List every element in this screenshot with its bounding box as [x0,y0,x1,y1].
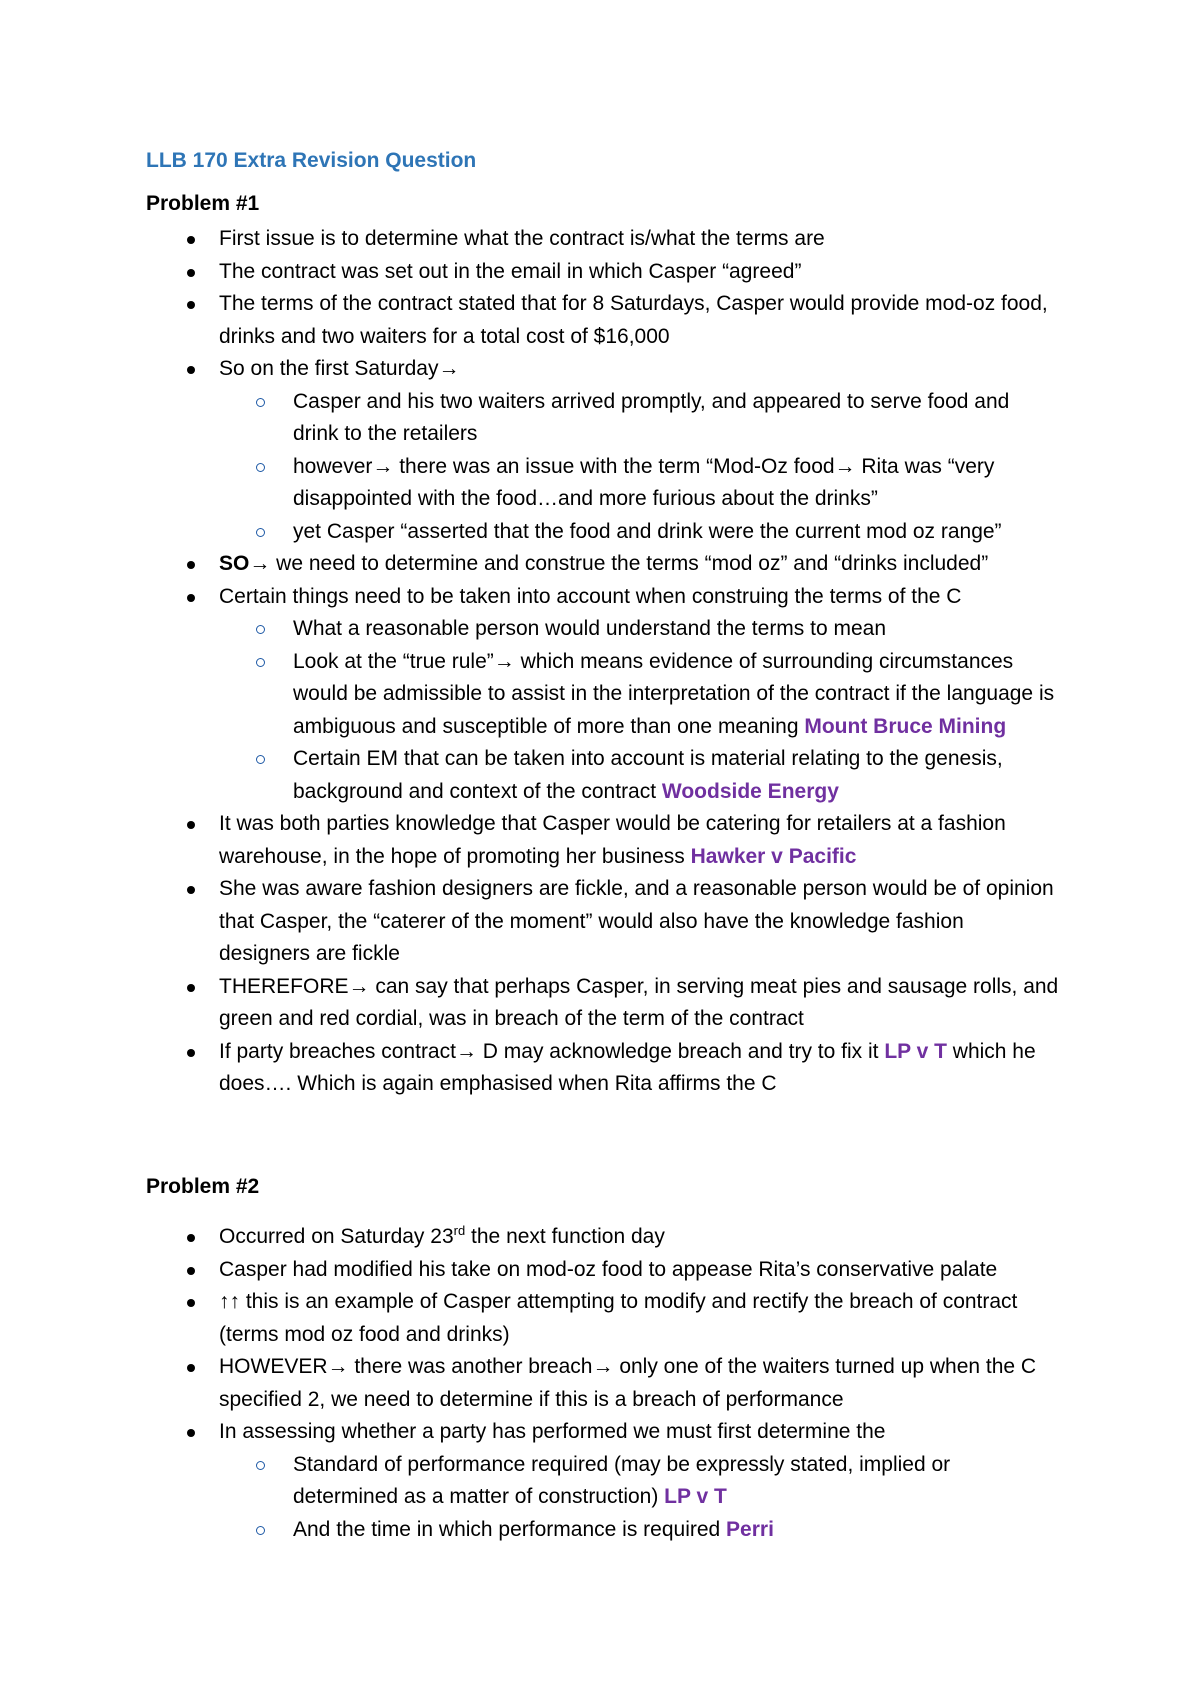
sub-list-item: What a reasonable person would understand the terms to mean [0,613,1059,646]
sub-list-item: Standard of performance required (may be expressly stated, implied or determined as a matter of construction) LP v T [0,1449,1059,1514]
case-citation: Mount Bruce Mining [804,714,1007,738]
bullet-icon [187,1234,195,1242]
list-item: It was both parties knowledge that Casper would be catering for retailers at a fashion warehouse, in the hope of promoting her business Hawker v Pacific [0,808,1059,873]
case-citation: Perri [726,1517,774,1541]
list-item: HOWEVER→ there was another breach→ only one of the waiters turned up when the C specified 2, we need to determine if this is a breach of performance [0,1351,1059,1416]
bullet-icon [187,236,195,244]
bullet-icon [187,594,195,602]
sub-list-item: however→ there was an issue with the term “Mod-Oz food→ Rita was “very disappointed with the food…and more furious about the drinks” [0,451,1059,516]
case-citation: Woodside Energy [661,779,839,803]
bullet-icon [187,1429,195,1437]
problem-2-heading: Problem #2 [146,1175,260,1198]
list-item: So on the first Saturday→ [0,353,1059,386]
list-item: In assessing whether a party has performed we must first determine the [0,1416,1059,1449]
hollow-circle-bullet-icon [256,625,265,634]
bullet-icon [187,301,195,309]
list-item: Casper had modified his take on mod-oz food to appease Rita’s conservative palate [0,1254,1059,1287]
list-item: Occurred on Saturday 23rd the next function day [0,1221,1059,1254]
hollow-circle-bullet-icon [256,398,265,407]
bullet-icon [187,886,195,894]
bullet-icon [187,1364,195,1372]
list-item: ↑↑ this is an example of Casper attempting to modify and rectify the breach of contract (terms mod oz food and drinks) [0,1286,1059,1351]
bullet-icon [187,269,195,277]
problem-2-list [0,1221,1200,1546]
sub-list-item: Certain EM that can be taken into account is material relating to the genesis, background and context of the contract Woodside Energy [0,743,1059,808]
hollow-circle-bullet-icon [256,658,265,667]
bullet-icon [187,561,195,569]
case-citation: LP v T [884,1039,947,1063]
bullet-icon [187,366,195,374]
list-item: SO→ we need to determine and construe the terms “mod oz” and “drinks included” [0,548,1059,581]
sub-list-item: Casper and his two waiters arrived promptly, and appeared to serve food and drink to the retailers [0,386,1059,451]
list-item: The terms of the contract stated that for 8 Saturdays, Casper would provide mod-oz food, drinks and two waiters for a total cost of $16,000 [0,288,1059,353]
sub-list-item: yet Casper “asserted that the food and drink were the current mod oz range” [0,516,1059,549]
hollow-circle-bullet-icon [256,755,265,764]
sub-list-item: And the time in which performance is required Perri [0,1514,1059,1547]
bullet-icon [187,1049,195,1057]
problem-1-list [0,223,1200,1101]
list-item: Certain things need to be taken into account when construing the terms of the C [0,581,1059,614]
problem-1-heading: Problem #1 [146,192,260,215]
list-item: She was aware fashion designers are fickle, and a reasonable person would be of opinion that Casper, the “caterer of the moment” would also have the knowledge fashion designers are fickle [0,873,1059,971]
case-citation: Hawker v Pacific [690,844,857,868]
sub-list-item: Look at the “true rule”→ which means evidence of surrounding circumstances would be admissible to assist in the interpretation of the contract if the language is ambiguous and susceptible of more than one meaning Mount Bruce Mining [0,646,1059,744]
hollow-circle-bullet-icon [256,1526,265,1535]
bullet-icon [187,1299,195,1307]
hollow-circle-bullet-icon [256,528,265,537]
document-title: LLB 170 Extra Revision Question [146,149,477,172]
list-item: First issue is to determine what the contract is/what the terms are [0,223,1059,256]
bullet-icon [187,984,195,992]
case-citation: LP v T [664,1485,727,1508]
hollow-circle-bullet-icon [256,1461,265,1470]
bullet-icon [187,821,195,829]
bullet-icon [187,1267,195,1275]
hollow-circle-bullet-icon [256,463,265,472]
list-item: If party breaches contract→ D may acknowledge breach and try to fix it LP v T which he does…. Which is again emphasised when Rita affirms the C [0,1036,1059,1101]
list-item: THEREFORE→ can say that perhaps Casper, in serving meat pies and sausage rolls, and green and red cordial, was in breach of the term of the contract [0,971,1059,1036]
list-item: The contract was set out in the email in which Casper “agreed” [0,256,1059,289]
